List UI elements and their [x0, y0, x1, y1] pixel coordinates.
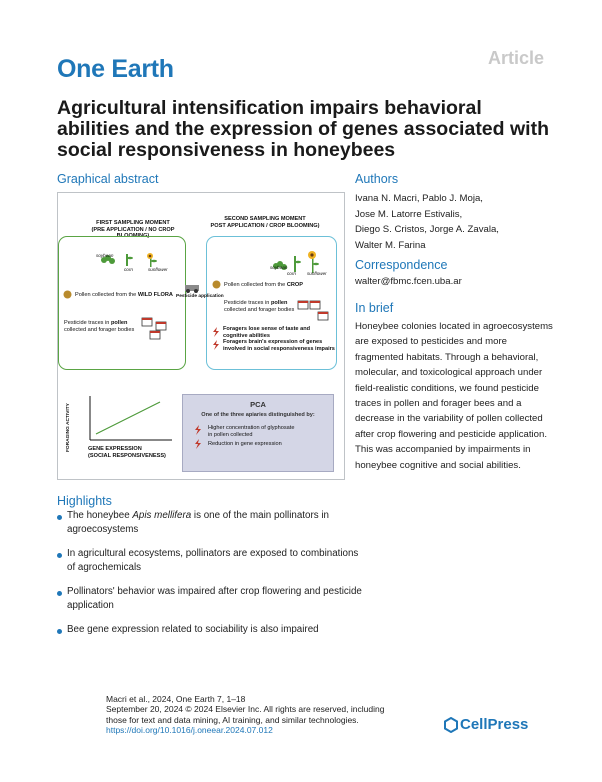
journal-name: One Earth	[57, 55, 174, 83]
lightning-icon	[194, 439, 202, 449]
highlights-heading: Highlights	[57, 494, 112, 508]
plant-label-soybean: soybean	[270, 265, 288, 270]
in-brief-text: Honeybee colonies located in agroecosystems are exposed to pesticides and more fragmented habitats. Through a behavioral, molecular, and toxicological approach under field-realistic conditions, we found pesticide traces in pollen and forager bees and a decrease in the variability of pollen collected after crop flowering and pesticide application. This was accompanied by impairments in honeybee cognitive and social abilities.	[355, 321, 553, 471]
authors-list: Ivana N. Macri, Pablo J. Moja, Jose M. Latorre Estivalis, Diego S. Cristos, Jorge A. Zavala, Walter M. Farina	[355, 193, 499, 251]
authors-heading: Authors	[355, 172, 399, 186]
pollen-icon	[212, 280, 221, 289]
pca-title: PCA	[250, 400, 266, 409]
pollen-wild-label: Pollen collected from the WILD FLORA	[75, 292, 173, 298]
graphical-abstract-heading: Graphical abstract	[57, 172, 159, 186]
bullet-icon	[57, 591, 62, 596]
lightning-icon	[212, 340, 220, 350]
pesticide-application-label: Pesticide application	[176, 294, 224, 299]
bullet-icon	[57, 515, 62, 520]
lightning-icon	[212, 327, 220, 337]
pollen-crop-label: Pollen collected from the CROP	[224, 282, 303, 288]
highlight-item: The honeybee Apis mellifera is one of the main pollinators in agroecosystems	[67, 510, 329, 535]
plant-label-corn: corn	[124, 267, 133, 272]
article-type-label: Article	[487, 48, 544, 68]
lightning-icon	[194, 425, 202, 435]
bullet-icon	[57, 553, 62, 558]
pollen-icon	[63, 290, 72, 299]
in-brief-heading: In brief	[355, 301, 394, 315]
second-sampling-label: SECOND SAMPLING MOMENT POST APPLICATION / CROP BLOOMING)	[210, 216, 320, 229]
foraging-plot	[84, 394, 174, 444]
highlight-item: In agricultural ecosystems, pollinators are exposed to combinations of agrochemicals	[67, 548, 359, 573]
plant-label-sunflower: sunflower	[148, 267, 168, 272]
plot-trend-line	[96, 402, 160, 434]
pca-subtitle: One of the three apiaries distinguished by:	[201, 412, 315, 418]
article-title: Agricultural intensification impairs behavioral abilities and the expression of genes associated with social responsiveness in honeybees	[57, 97, 549, 161]
bullet-icon	[57, 629, 62, 634]
hive-icon	[140, 316, 174, 342]
pesticide-traces-left: Pesticide traces in pollen collected and forager bodies	[64, 320, 135, 333]
citation-block: Macri et al., 2024, One Earth 7, 1–18 September 20, 2024 © 2024 Elsevier Inc. All rights are reserved, including those for text and data mining, AI training, and similar technologies. https://doi.org/10.1016/j.oneear.2024.07.012	[106, 694, 426, 735]
plant-label-soybean: soybean	[96, 253, 114, 258]
plot-x-label: GENE EXPRESSION (SOCIAL RESPONSIVENESS)	[88, 446, 166, 459]
cellpress-logo-icon	[444, 717, 458, 733]
pca-item-gene-expression: Reduction in gene expression	[208, 441, 282, 447]
first-sampling-label: FIRST SAMPLING MOMENT (PRE APPLICATION / NO CROP BLOOMING)	[91, 220, 175, 240]
spray-icon	[184, 283, 204, 293]
plot-y-label: FORAGING ACTIVITY	[66, 403, 71, 452]
highlight-item: Bee gene expression related to sociability is also impaired	[67, 624, 319, 635]
correspondence-email[interactable]: walter@fbmc.fcen.uba.ar	[355, 276, 462, 287]
doi-link[interactable]: https://doi.org/10.1016/j.oneear.2024.07.012	[106, 724, 273, 735]
pesticide-traces-right: Pesticide traces in pollen collected and forager bodies	[224, 300, 295, 313]
hive-icon	[296, 298, 334, 324]
highlight-item: Pollinators' behavior was impaired after crop flowering and pesticide application	[67, 586, 362, 611]
correspondence-heading: Correspondence	[355, 258, 448, 272]
plant-label-corn: corn	[287, 271, 296, 276]
publisher-logo: CellPress	[460, 716, 529, 733]
forager-effects: Foragers lose sense of taste and cognitive abilities Foragers brain's expression of genes involved in social responsiveness impairs	[223, 326, 335, 352]
pca-item-glyphosate: Higher concentration of glyphosate in pollen collected	[208, 425, 295, 438]
plant-label-sunflower: sunflower	[307, 271, 327, 276]
